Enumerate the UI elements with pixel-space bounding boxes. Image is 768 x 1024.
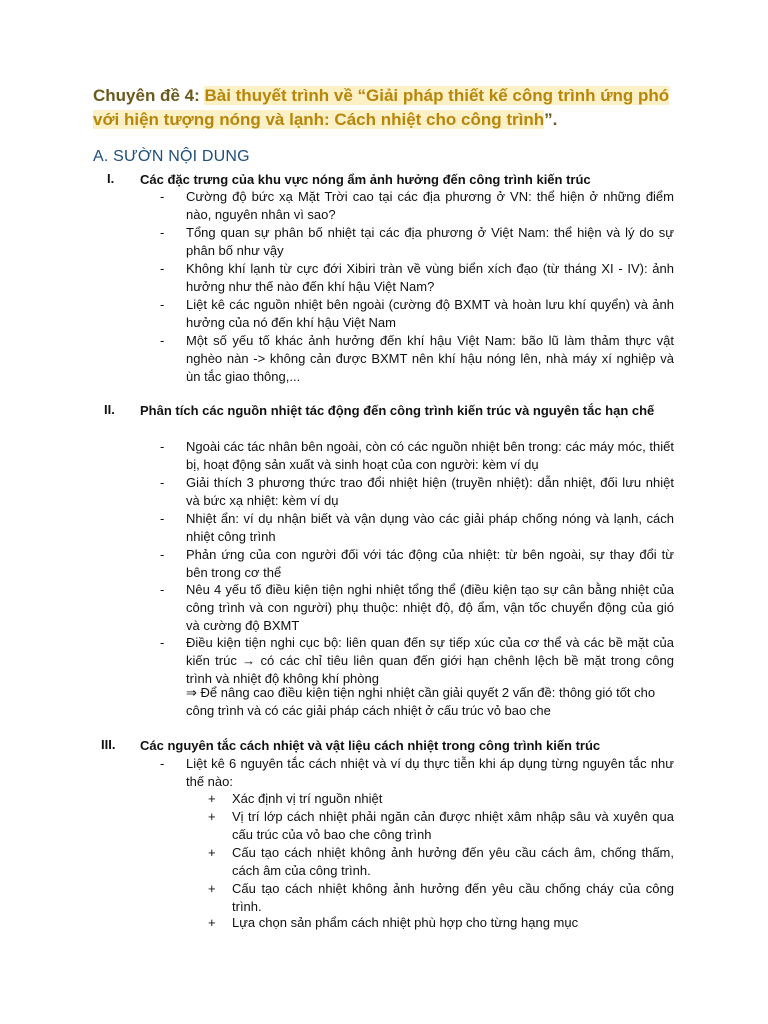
list-item: Không khí lạnh từ cực đới Xibiri tràn về vùng biển xích đạo (từ tháng XI - IV): ảnh hưởng như thế nào đến khí hậu Việt Nam? xyxy=(186,261,674,294)
bullet-dash: - xyxy=(160,261,165,276)
title-prefix: Chuyên đề 4: xyxy=(93,86,205,105)
bullet-plus: + xyxy=(208,791,216,806)
document-title xyxy=(93,84,693,132)
bullet-plus: + xyxy=(208,881,216,896)
section-numeral: II. xyxy=(104,402,115,417)
list-item: Ngoài các tác nhân bên ngoài, còn có các nguồn nhiệt bên trong: các máy móc, thiết bị, hoạt động sản xuất và sinh hoạt của con người: kèm ví dụ xyxy=(186,439,674,472)
bullet-dash: - xyxy=(160,635,165,650)
bullet-plus: + xyxy=(208,809,216,824)
list-item: Liệt kê các nguồn nhiệt bên ngoài (cường độ BXMT và hoàn lưu khí quyển) và ảnh hưởng của nó đến khí hậu Việt Nam xyxy=(186,297,674,330)
list-item: Giải thích 3 phương thức trao đổi nhiệt hiện (truyền nhiệt): dẫn nhiệt, đối lưu nhiệt và bức xạ nhiệt: kèm ví dụ xyxy=(186,475,674,508)
sub-list-item: Lựa chọn sản phẩm cách nhiệt phù hợp cho từng hạng mục xyxy=(232,915,579,930)
bullet-dash: - xyxy=(160,547,165,562)
bullet-dash: - xyxy=(160,225,165,240)
list-item: Liệt kê 6 nguyên tắc cách nhiệt và ví dụ thực tiễn khi áp dụng từng nguyên tắc như thế nào: xyxy=(186,756,674,789)
conclusion-text: ⇒ Để nâng cao điều kiện tiện nghi nhiệt cần giải quyết 2 vấn đề: thông gió tốt cho công trình và có các giải pháp cách nhiệt ở cấu trúc vỏ bao che xyxy=(186,685,656,718)
section-numeral: III. xyxy=(101,737,116,752)
bullet-dash: - xyxy=(160,439,165,454)
list-item: Điều kiện tiện nghi cục bộ: liên quan đến sự tiếp xúc của cơ thể và các bề mặt của kiến trúc → có các chỉ tiêu liên quan đến giới hạn chênh lệch bề mặt trong công trình và nhiệt độ không khí phòng xyxy=(186,635,674,686)
section-heading: Các nguyên tắc cách nhiệt và vật liệu cách nhiệt trong công trình kiến trúc xyxy=(140,738,601,753)
sub-list-item: Cấu tạo cách nhiệt không ảnh hưởng đến yêu cầu cách âm, chống thấm, cách âm của công trình. xyxy=(232,845,674,878)
bullet-plus: + xyxy=(208,845,216,860)
sub-list-item: Vị trí lớp cách nhiệt phải ngăn cản được nhiệt xâm nhập sâu và xuyên qua cấu trúc của vỏ bao che công trình xyxy=(232,809,674,842)
bullet-dash: - xyxy=(160,333,165,348)
list-item: Nêu 4 yếu tố điều kiện tiện nghi nhiệt tổng thể (điều kiện tạo sự cân bằng nhiệt của công trình và con người) phụ thuộc: nhiệt độ, độ ẩm, vận tốc chuyển động của gió và cường độ BXMT xyxy=(186,582,674,633)
list-item: Cường độ bức xạ Mặt Trời cao tại các địa phương ở VN: thể hiện ở những điểm nào, nguyên nhân vì sao? xyxy=(186,189,674,222)
title-main: Bài thuyết trình về “Giải pháp thiết kế công trình ứng phó với hiện tượng nóng và lạnh: Cách nhiệt cho công trình xyxy=(93,86,670,129)
list-item: Tổng quan sự phân bố nhiệt tại các địa phương ở Việt Nam: thể hiện và lý do sự phân bố như vậy xyxy=(186,225,674,258)
list-item: Một số yếu tố khác ảnh hưởng đến khí hậu Việt Nam: bão lũ làm thảm thực vật nghèo nàn -> không cản được BXMT nên khí hậu nóng lên, nhà máy xí nghiệp và ùn tắc giao thông,... xyxy=(186,333,674,384)
bullet-dash: - xyxy=(160,511,165,526)
sub-list-item: Xác định vị trí nguồn nhiệt xyxy=(232,791,383,806)
bullet-dash: - xyxy=(160,582,165,597)
section-heading: Các đặc trưng của khu vực nóng ẩm ảnh hưởng đến công trình kiến trúc xyxy=(140,172,591,187)
list-item: Phản ứng của con người đối với tác động của nhiệt: từ bên ngoài, sự thay đổi từ bên trong cơ thể xyxy=(186,547,674,580)
bullet-dash: - xyxy=(160,756,165,771)
bullet-dash: - xyxy=(160,297,165,312)
title-end: ”. xyxy=(544,110,558,129)
section-numeral: I. xyxy=(107,171,115,186)
bullet-dash: - xyxy=(160,189,165,204)
section-heading: Phân tích các nguồn nhiệt tác động đến công trình kiến trúc và nguyên tắc hạn chế xyxy=(140,403,655,418)
sub-list-item: Cấu tạo cách nhiệt không ảnh hưởng đến yêu cầu chống cháy của công trình. xyxy=(232,881,674,914)
list-item: Nhiệt ẩn: ví dụ nhận biết và vận dụng vào các giải pháp chống nóng và lạnh, cách nhiệt công trình xyxy=(186,511,674,544)
section-a-heading: A. SƯỜN NỘI DUNG xyxy=(93,148,250,165)
bullet-dash: - xyxy=(160,475,165,490)
bullet-plus: + xyxy=(208,915,216,930)
